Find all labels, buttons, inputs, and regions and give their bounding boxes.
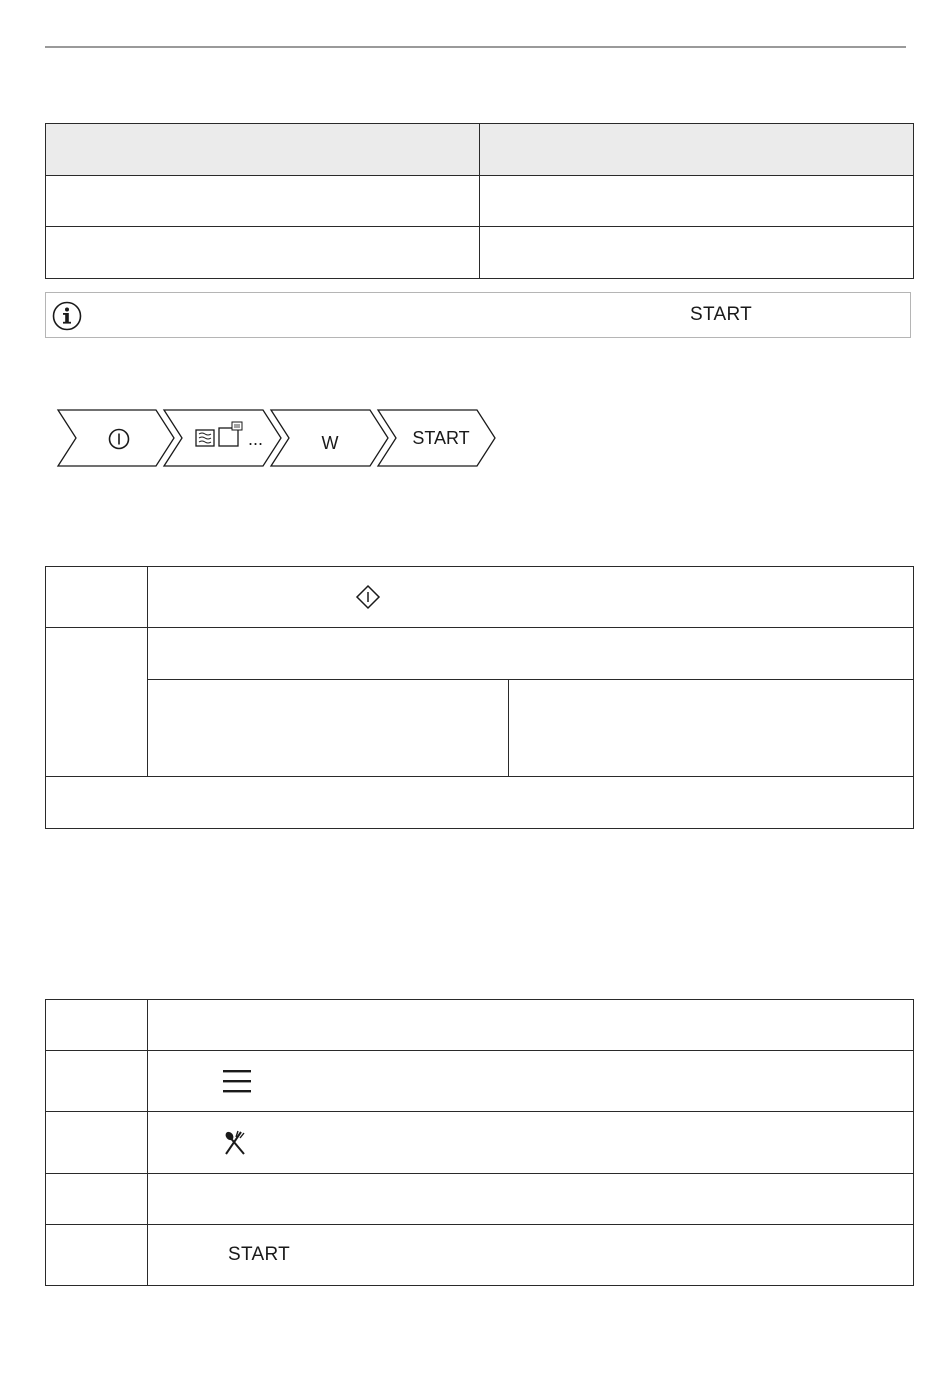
- step-text: [148, 1000, 914, 1051]
- step-number: [46, 1051, 148, 1112]
- table-1-cell: [480, 176, 914, 227]
- table-3: [45, 999, 914, 1286]
- step-sub-cell: [148, 680, 509, 777]
- table-2: [45, 566, 914, 829]
- start-key-label: START: [228, 1244, 291, 1265]
- step-text: [148, 1174, 914, 1225]
- step-mode-ellipsis: ...: [248, 429, 264, 449]
- step-power: [58, 410, 174, 466]
- step-text: [148, 567, 914, 628]
- table-1-header-cell: [480, 124, 914, 176]
- info-icon: [52, 301, 82, 331]
- step-mode: [164, 410, 281, 466]
- step-number: [46, 1225, 148, 1286]
- step-power-level-label: W: [321, 433, 339, 453]
- table-2-footer: [46, 777, 914, 829]
- start-key-label: START: [690, 304, 753, 325]
- step-number: [46, 1174, 148, 1225]
- table-1: [45, 123, 914, 279]
- step-number: [46, 567, 148, 628]
- operation-sequence: [56, 408, 500, 468]
- table-1-header-cell: [46, 124, 480, 176]
- step-text: [148, 1051, 914, 1112]
- step-start: [378, 410, 495, 466]
- table-1-cell: [480, 227, 914, 279]
- step-number: [46, 628, 148, 777]
- menu-icon: [222, 1067, 252, 1095]
- step-sub-cell: [509, 680, 914, 777]
- step-text: [148, 628, 914, 680]
- step-number: [46, 1112, 148, 1174]
- info-note: [45, 292, 911, 338]
- start-diamond-icon: [355, 584, 381, 610]
- step-start-label: START: [412, 428, 470, 448]
- cutlery-icon: [222, 1130, 248, 1156]
- step-text: [148, 1225, 914, 1286]
- table-1-cell: [46, 227, 480, 279]
- table-1-cell: [46, 176, 480, 227]
- step-power-level: [271, 410, 388, 466]
- step-text: [148, 1112, 914, 1174]
- step-number: [46, 1000, 148, 1051]
- header-rule: [45, 46, 906, 48]
